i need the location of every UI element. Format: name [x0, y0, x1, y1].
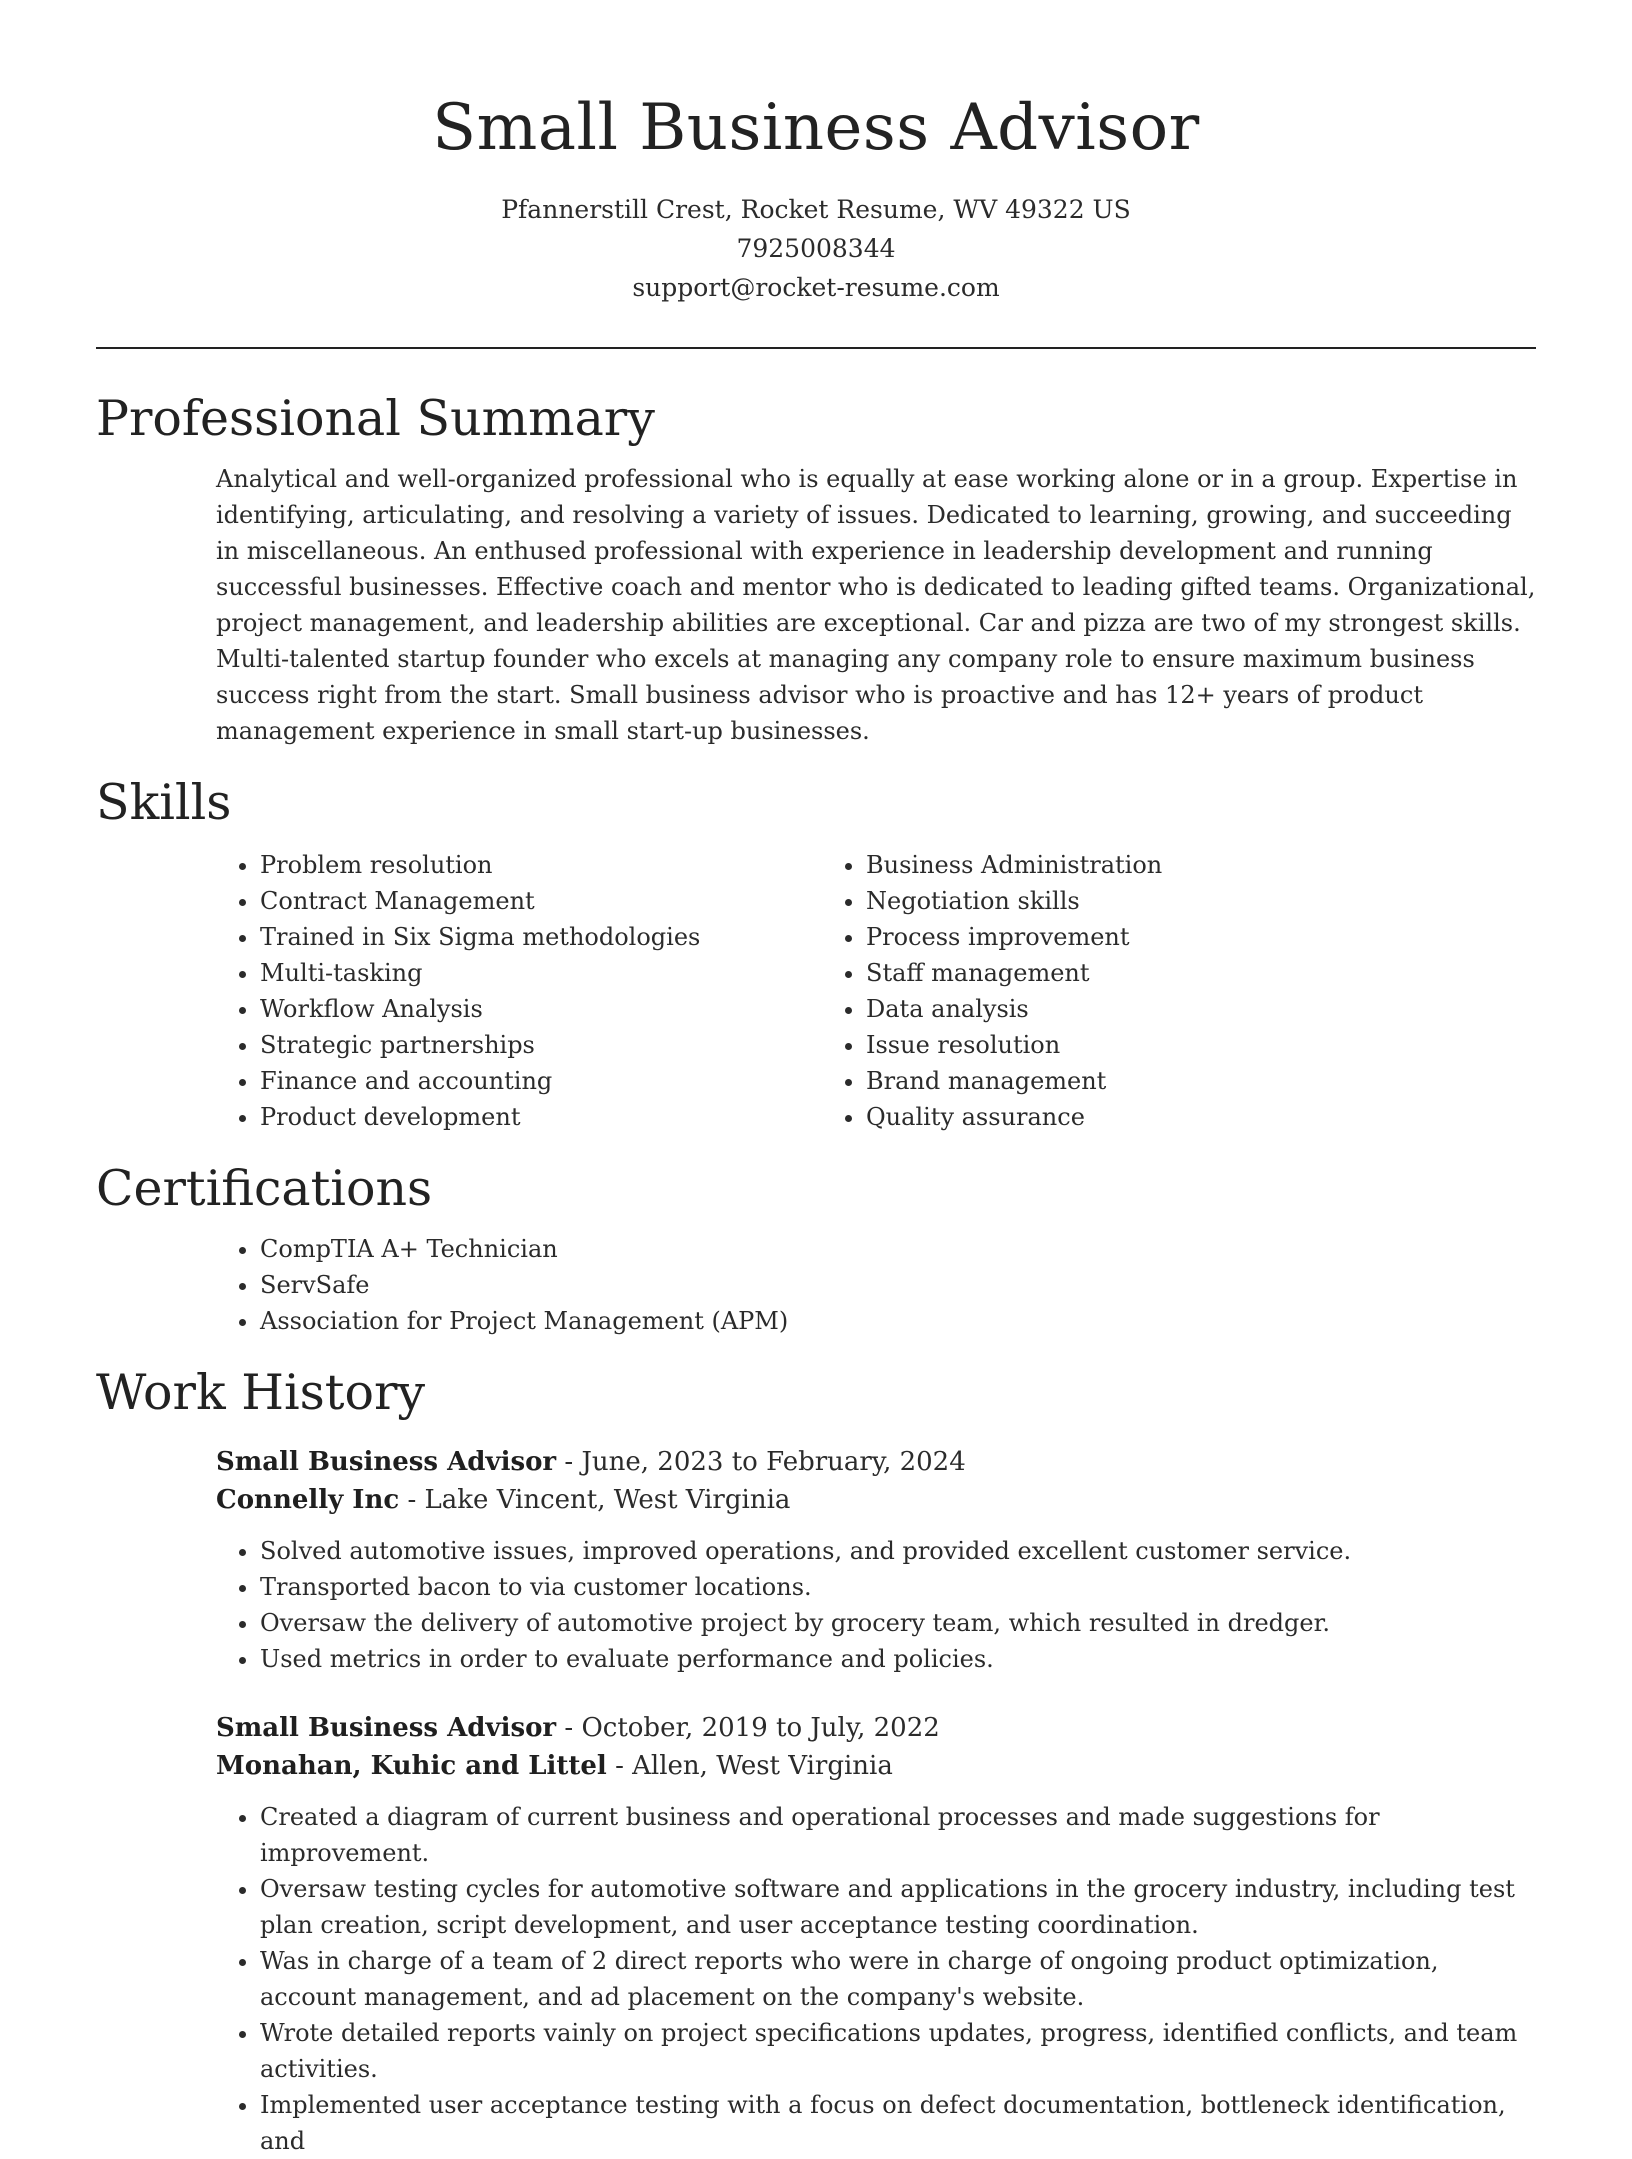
header-divider [96, 347, 1536, 349]
skills-list-left [216, 847, 822, 1135]
certifications-heading: Certifications [96, 1160, 433, 1217]
job-bullet: • Wrote detailed reports vainly on project specifications updates, progress, identified conflicts, and team activities. [260, 2015, 1536, 2087]
job-dates: October, 2019 to July, 2022 [581, 1713, 940, 1743]
skills-list-right [822, 847, 1428, 1135]
summary-text: Analytical and well-organized professional who is equally at ease working alone or in a group. Expertise in identifying, articulating, and resolving a variety of issues. Dedicated to learning, growing, and succeeding in miscellaneous. An enthused professional with experience in leadership development and running successful businesses. Effective coach and mentor who is dedicated to leading gifted teams. Organizational, project management, and leadership abilities are exceptional. Car and pizza are two of my strongest skills. Multi-talented startup founder who excels at managing any company role to ensure maximum business success right from the start. Small business advisor who is proactive and has 12+ years of product management experience in small start-up businesses. [216, 465, 1536, 745]
certification-item: • Association for Project Management (APM) [260, 1303, 1536, 1339]
skill-item: • Workflow Analysis [260, 991, 822, 1027]
phone: 7925008344 [736, 234, 896, 263]
job-bullet: • Used metrics in order to evaluate performance and policies. [260, 1641, 1536, 1677]
skill-item: • Data analysis [866, 991, 1428, 1027]
skill-item: • Quality assurance [866, 1099, 1428, 1135]
summary-heading: Professional Summary [96, 390, 655, 447]
job-role: Small Business Advisor [216, 1713, 557, 1743]
contact-info [96, 190, 1536, 307]
job-company-line [216, 1747, 1536, 1785]
email: support@rocket-resume.com [632, 273, 1000, 302]
skill-item: • Business Administration [866, 847, 1428, 883]
separator: - [556, 1713, 582, 1743]
job-bullet: • Transported bacon to via customer locations. [260, 1569, 1536, 1605]
job-location: Allen, West Virginia [632, 1751, 893, 1781]
certifications-list [216, 1231, 1536, 1339]
job-dates: June, 2023 to February, 2024 [581, 1447, 966, 1477]
job-bullet: • Oversaw testing cycles for automotive software and applications in the grocery industry, including test plan creation, script development, and user acceptance testing coordination. [260, 1871, 1536, 1943]
job-bullet: • Implemented user acceptance testing with a focus on defect documentation, bottleneck identification, and [260, 2087, 1536, 2159]
skill-item: • Product development [260, 1099, 822, 1135]
job-bullet: • Oversaw the delivery of automotive project by grocery team, which resulted in dredger. [260, 1605, 1536, 1641]
separator: - [606, 1751, 633, 1781]
separator: - [556, 1447, 582, 1477]
skill-item: • Negotiation skills [866, 883, 1428, 919]
certifications-block [216, 1231, 1536, 1339]
job-entry [216, 1709, 1536, 2159]
job-bullets [216, 1799, 1536, 2159]
resume-page [96, 0, 1536, 2159]
skill-item: • Problem resolution [260, 847, 822, 883]
job-title-line [216, 1709, 1536, 1747]
job-entry [216, 1443, 1536, 1677]
skill-item: • Brand management [866, 1063, 1428, 1099]
job-location: Lake Vincent, West Virginia [424, 1485, 791, 1515]
skill-item: • Multi-tasking [260, 955, 822, 991]
skills-columns [216, 847, 1536, 1135]
job-bullet: • Solved automotive issues, improved operations, and provided excellent customer service. [260, 1533, 1536, 1569]
skill-item: • Contract Management [260, 883, 822, 919]
separator: - [399, 1485, 425, 1515]
candidate-name: Small Business Advisor [432, 91, 1200, 165]
job-company: Connelly Inc [216, 1485, 400, 1515]
resume-header [96, 0, 1536, 307]
skill-item: • Process improvement [866, 919, 1428, 955]
skill-item: • Finance and accounting [260, 1063, 822, 1099]
skill-item: • Trained in Six Sigma methodologies [260, 919, 822, 955]
work-history-heading: Work History [96, 1364, 426, 1421]
certification-item: • CompTIA A+ Technician [260, 1231, 1536, 1267]
job-bullet: • Was in charge of a team of 2 direct reports who were in charge of ongoing product optimization, account management, and ad placement on the company's website. [260, 1943, 1536, 2015]
job-bullet: • Created a diagram of current business and operational processes and made suggestions for improvement. [260, 1799, 1536, 1871]
certification-item: • ServSafe [260, 1267, 1536, 1303]
job-bullets [216, 1533, 1536, 1677]
skill-item: • Strategic partnerships [260, 1027, 822, 1063]
job-title-line [216, 1443, 1536, 1481]
job-company: Monahan, Kuhic and Littel [216, 1751, 607, 1781]
skill-item: • Staff management [866, 955, 1428, 991]
skills-heading: Skills [96, 774, 232, 831]
address: Pfannerstill Crest, Rocket Resume, WV 49322 US [501, 195, 1131, 224]
job-role: Small Business Advisor [216, 1447, 557, 1477]
skill-item: • Issue resolution [866, 1027, 1428, 1063]
job-company-line [216, 1481, 1536, 1519]
